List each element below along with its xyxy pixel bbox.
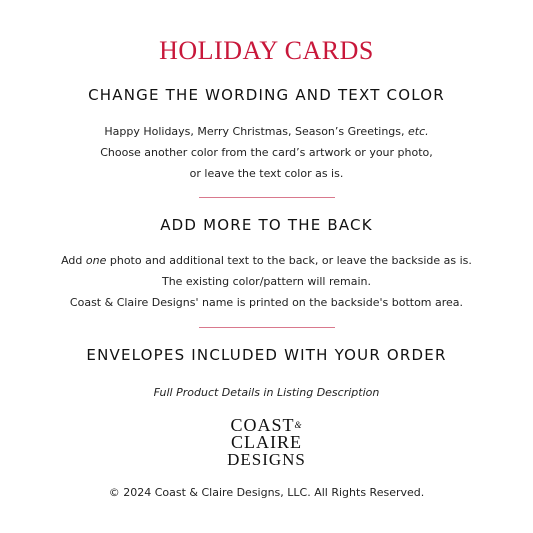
copyright-notice: © 2024 Coast & Claire Designs, LLC. All Rights Reserved. [108,486,425,499]
product-details-note: Full Product Details in Listing Description [153,386,380,399]
back-line-1-prefix: Add [61,254,86,267]
wording-line-2: Choose another color from the card’s artwork or your photo, [100,146,433,159]
back-line-1-emphasis: one [85,254,107,267]
logo-line-3: DESIGNS [227,450,306,469]
back-line-1 [0,250,533,271]
page-title: HOLIDAY CARDS [159,36,374,65]
logo-line-2: CLAIRE [231,432,302,452]
divider [199,197,335,198]
section-heading-envelopes: ENVELOPES INCLUDED WITH YOUR ORDER [86,346,447,364]
wording-line-3: or leave the text color as is. [189,167,344,180]
section-body-back [0,250,533,313]
wording-etc: etc. [408,125,429,138]
back-line-2: The existing color/pattern will remain. [161,275,372,288]
brand-logo [0,417,533,468]
logo-coast: COAST [230,415,295,435]
section-body-wording [0,121,533,184]
wording-line-1-text: Happy Holidays, Merry Christmas, Season’s Greetings, [104,125,409,138]
back-line-3: Coast & Claire Designs' name is printed on the backside's bottom area. [69,296,464,309]
divider [199,327,335,328]
wording-line-1 [0,121,533,142]
logo-ampersand: & [294,420,303,430]
section-heading-wording: CHANGE THE WORDING AND TEXT COLOR [88,86,445,104]
section-heading-back: ADD MORE TO THE BACK [160,216,373,234]
back-line-1-suffix: photo and additional text to the back, or leave the backside as is. [106,254,472,267]
